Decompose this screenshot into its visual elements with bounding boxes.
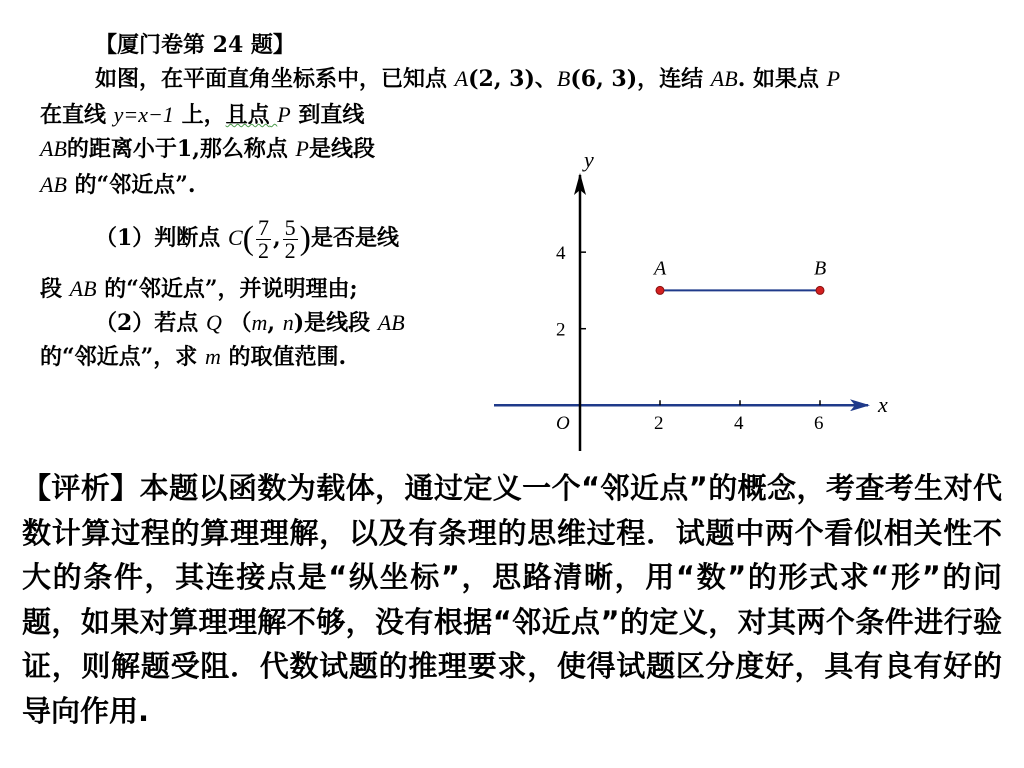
y-axis-label: y (584, 147, 594, 172)
wavy-underline: 且点 (225, 102, 270, 128)
fraction-5-2: $\frac{5}{2}$ (284, 214, 296, 263)
problem-part-1: （1）判断点 C( $\frac{7}{2}$ , $\frac{5}{2}$ )是否是线 (95, 214, 399, 263)
analysis-paragraph: 【评析】本题以函数为载体，通过定义一个“邻近点”的概念，考查考生对代数计算过程的算理理解，以及有条理的思维过程．试题中两个看似相关性不大的条件，其连接点是“纵坐标”，思路清晰，用“数”的形式求“形”的问题，如果对算理理解不够，没有根据“邻近点”的定义，对其两个条件进行验证，则解题受阻．代数试题的推理要求，使得试题区分度好，具有良有好的导向作用. (22, 471, 1002, 728)
origin-label: O (556, 413, 570, 435)
problem-line-4: AB 的“邻近点”. (40, 172, 196, 198)
problem-line-1: 如图，在平面直角坐标系中，已知点 A(2, 3)、B(6, 3)，连结 AB. 如果点 P (95, 66, 841, 92)
coordinate-plane (480, 145, 900, 455)
coordinate-figure (480, 145, 900, 455)
y-tick-label-4: 4 (556, 243, 566, 265)
problem-part-2: （2）若点 Q （m, n)是线段 AB (95, 310, 405, 336)
point-b (816, 286, 824, 294)
x-axis-label: x (878, 392, 888, 418)
fraction-7-2: $\frac{7}{2}$ (257, 214, 269, 263)
x-tick-label-4: 4 (734, 413, 744, 435)
problem-title: 【厦门卷第 24 题】 (95, 32, 295, 58)
problem-line-6: 段 AB 的“邻近点”，并说明理由; (40, 276, 358, 302)
point-a-label: A (654, 257, 667, 280)
x-tick-label-6: 6 (814, 413, 824, 435)
point-a (656, 286, 664, 294)
problem-line-3: AB的距离小于1,那么称点 P是线段 (40, 136, 375, 162)
x-tick-label-2: 2 (654, 413, 664, 435)
problem-line-2: 在直线 y=x−1 上，且点 P 到直线 (40, 102, 365, 128)
point-b-label: B (814, 257, 827, 280)
problem-line-8: 的“邻近点”，求 m 的取值范围. (40, 344, 347, 370)
y-tick-label-2: 2 (556, 319, 566, 341)
